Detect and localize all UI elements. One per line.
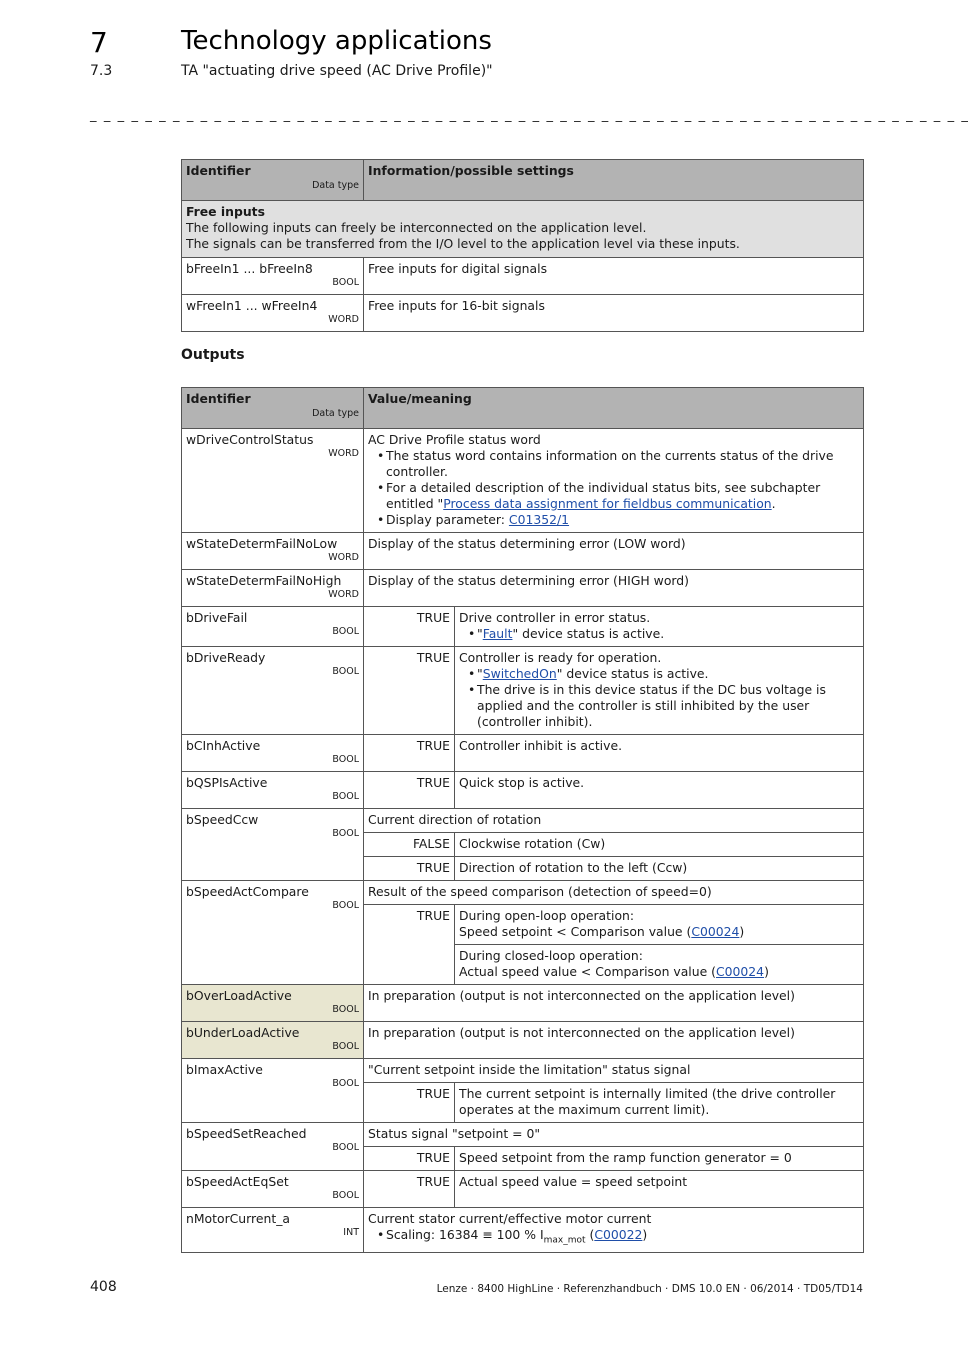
header-separator: _ _ _ _ _ _ _ _ _ _ _ _ _ _ _ _ _ _ _ _ _ _ _ _ _ _ _ _ _ _ _ _ _ _ _ _ _ _ _ _ _ _ _ _ _ _ _ _ _ _ _ _ _ _ _ _ _ _ _ _ _ _ _ _ <box>90 108 970 123</box>
chapter-title: Technology applications <box>181 26 492 56</box>
table-row: bSpeedActCompare BOOL Result of the speed comparison (detection of speed=0) <box>182 881 864 905</box>
inputs-table-header <box>182 160 864 201</box>
footer-doc-info: Lenze · 8400 HighLine · Referenzhandbuch · DMS 10.0 EN · 06/2014 · TD05/TD14 <box>436 1283 863 1295</box>
table-subrow: TRUE Speed setpoint from the ramp function generator = 0 <box>182 1147 864 1171</box>
table-row: wStateDetermFailNoLow WORD Display of the status determining error (LOW word) <box>182 533 864 570</box>
table-row: bFreeIn1 ... bFreeIn8 BOOL Free inputs for digital signals <box>182 258 864 295</box>
fault-link[interactable]: Fault <box>482 626 513 641</box>
outputs-table-header <box>182 388 864 429</box>
table-row: bCInhActive BOOL TRUE Controller inhibit is active. <box>182 735 864 772</box>
switchedon-link[interactable]: SwitchedOn <box>482 666 557 681</box>
table-row: bSpeedCcw BOOL Current direction of rotation <box>182 809 864 833</box>
group-title: Free inputs <box>186 204 265 219</box>
table-row: wFreeIn1 ... wFreeIn4 WORD Free inputs for 16-bit signals <box>182 295 864 332</box>
c00022-link[interactable]: C00022 <box>594 1227 643 1242</box>
table-row: bUnderLoadActive BOOL In preparation (output is not interconnected on the application level) <box>182 1022 864 1059</box>
outputs-table <box>181 387 864 1253</box>
chapter-number: 7 <box>90 26 108 59</box>
page-number: 408 <box>90 1279 117 1295</box>
group-line: The following inputs can freely be interconnected on the application level. <box>186 220 647 235</box>
table-subrow: TRUE During open-loop operation: Speed setpoint < Comparison value (C00024) <box>182 905 864 945</box>
value-header: Value/meaning <box>364 388 864 429</box>
c00024-link[interactable]: C00024 <box>715 964 765 979</box>
table-row: bDriveReady BOOL TRUE Controller is ready for operation. • "SwitchedOn" device status is active. • The drive is in this device status if the DC bus voltage is applied and the controller is still inhibited by the user (controller inhibit). <box>182 647 864 735</box>
group-line: The signals can be transferred from the I/O level to the application level via these inputs. <box>186 236 740 251</box>
section-title: TA "actuating drive speed (AC Drive Profile)" <box>181 63 493 79</box>
inputs-table <box>181 159 864 332</box>
table-subrow: TRUE The current setpoint is internally limited (the drive controller operates at the maximum current limit). <box>182 1083 864 1123</box>
identifier-header: Identifier Data type <box>182 160 364 201</box>
table-row: bOverLoadActive BOOL In preparation (output is not interconnected on the application level) <box>182 985 864 1022</box>
identifier-header: Identifier Data type <box>182 388 364 429</box>
info-header: Information/possible settings <box>364 160 864 201</box>
c00024-link[interactable]: C00024 <box>691 924 740 939</box>
group-row <box>182 201 864 258</box>
table-row: bDriveFail BOOL TRUE Drive controller in error status. • "Fault" device status is active. <box>182 607 864 647</box>
table-subrow: TRUE Direction of rotation to the left (Ccw) <box>182 857 864 881</box>
section-number: 7.3 <box>90 63 113 79</box>
table-row: bQSPIsActive BOOL TRUE Quick stop is active. <box>182 772 864 809</box>
table-row: bSpeedActEqSet BOOL TRUE Actual speed value = speed setpoint <box>182 1171 864 1208</box>
table-row: wStateDetermFailNoHigh WORD Display of the status determining error (HIGH word) <box>182 570 864 607</box>
table-row: bImaxActive BOOL "Current setpoint inside the limitation" status signal <box>182 1059 864 1083</box>
c01352-link[interactable]: C01352/1 <box>508 512 570 527</box>
process-data-link[interactable]: Process data assignment for fieldbus communication <box>443 496 772 511</box>
outputs-heading: Outputs <box>181 347 245 363</box>
table-subrow: FALSE Clockwise rotation (Cw) <box>182 833 864 857</box>
table-row: bSpeedSetReached BOOL Status signal "setpoint = 0" <box>182 1123 864 1147</box>
table-row: nMotorCurrent_a INT Current stator current/effective motor current • Scaling: 16384 ≡ 100 % $I_{max\_mot}$ (C00022) <box>182 1208 864 1253</box>
table-subrow: During closed-loop operation: Actual speed value < Comparison value (C00024) <box>182 945 864 985</box>
table-row: wDriveControlStatus WORD AC Drive Profile status word • The status word contains information on the currents status of the drive controller. • For a detailed description of the individual status bits, see subchapter entitled "Process data assignment for fieldbus communication. • Display parameter: C01352/1 <box>182 429 864 533</box>
